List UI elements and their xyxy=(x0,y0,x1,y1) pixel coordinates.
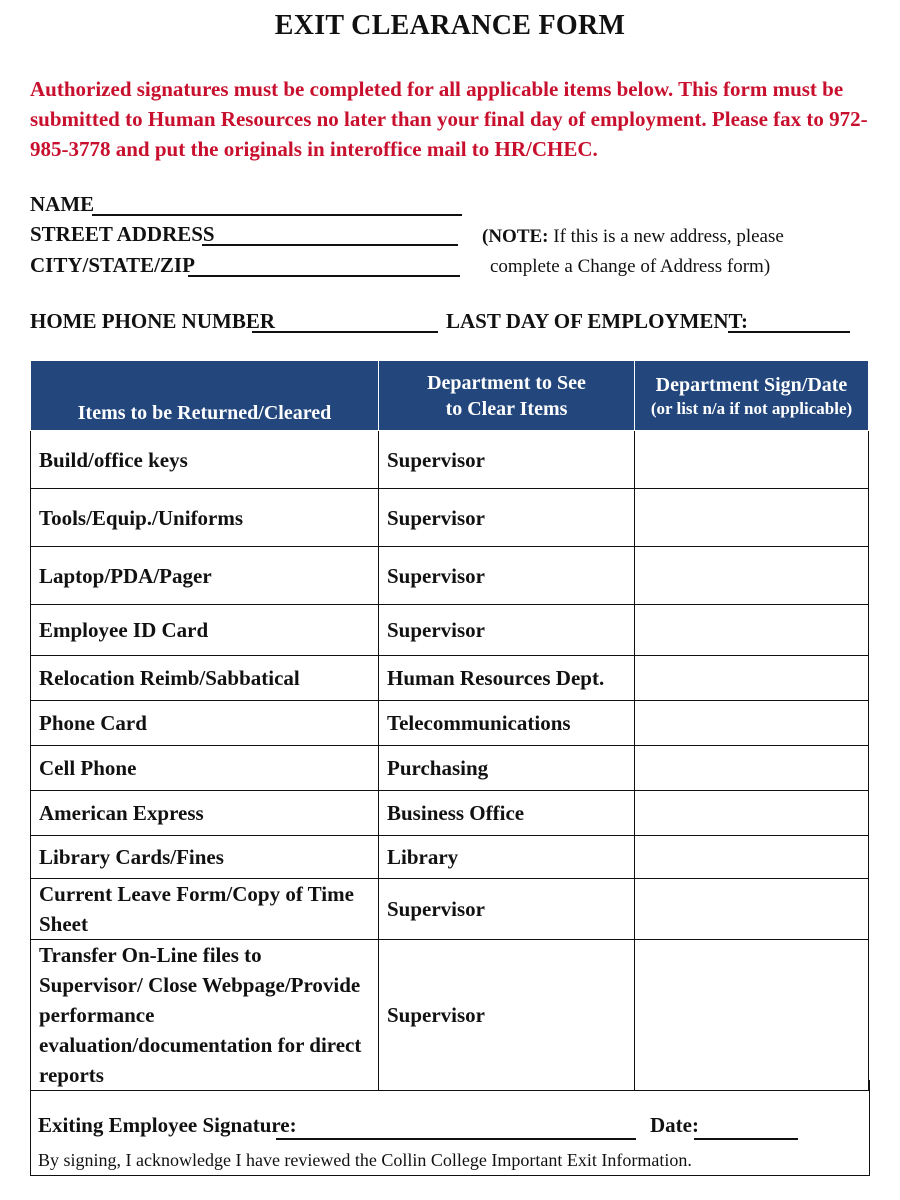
sign-date-cell[interactable] xyxy=(635,431,869,489)
form-title: EXIT CLEARANCE FORM xyxy=(274,10,626,41)
department-cell: Supervisor xyxy=(379,879,635,940)
department-header: Department to See to Clear Items xyxy=(379,361,635,431)
table-row xyxy=(31,791,869,836)
signature-field[interactable] xyxy=(276,1138,636,1140)
table-row xyxy=(31,489,869,547)
sign-date-cell[interactable] xyxy=(635,879,869,940)
home-phone-label: HOME PHONE NUMBER xyxy=(30,309,275,333)
last-day-field[interactable] xyxy=(728,331,850,333)
department-cell: Supervisor xyxy=(379,605,635,656)
note-bold: (NOTE: xyxy=(482,226,549,247)
home-phone-field[interactable] xyxy=(252,331,438,333)
department-cell: Business Office xyxy=(379,791,635,836)
sign-date-cell[interactable] xyxy=(635,940,869,1091)
sign-date-cell[interactable] xyxy=(635,605,869,656)
sign-date-cell[interactable] xyxy=(635,547,869,605)
item-cell: Tools/Equip./Uniforms xyxy=(31,489,379,547)
street-address-field[interactable] xyxy=(202,244,458,246)
table-row xyxy=(31,940,869,1091)
sign-date-cell[interactable] xyxy=(635,746,869,791)
department-cell: Supervisor xyxy=(379,940,635,1091)
table-row xyxy=(31,746,869,791)
table-row xyxy=(31,431,869,489)
sign-date-cell[interactable] xyxy=(635,489,869,547)
item-cell: Cell Phone xyxy=(31,746,379,791)
table-row xyxy=(31,656,869,701)
sign-date-cell[interactable] xyxy=(635,656,869,701)
department-cell: Human Resources Dept. xyxy=(379,656,635,701)
address-note xyxy=(482,222,784,282)
table-row xyxy=(31,836,869,879)
item-cell: Library Cards/Fines xyxy=(31,836,379,879)
department-cell: Library xyxy=(379,836,635,879)
item-cell: Build/office keys xyxy=(31,431,379,489)
signature-label: Exiting Employee Signature: xyxy=(38,1113,297,1137)
item-cell: Transfer On-Line files to Supervisor/ Close Webpage/Provide performance evaluation/documentation for direct reports xyxy=(31,940,379,1091)
table-row xyxy=(31,547,869,605)
city-state-zip-label: CITY/STATE/ZIP xyxy=(30,253,195,277)
item-cell: Employee ID Card xyxy=(31,605,379,656)
department-cell: Supervisor xyxy=(379,547,635,605)
item-cell: American Express xyxy=(31,791,379,836)
table-row xyxy=(31,701,869,746)
department-cell: Telecommunications xyxy=(379,701,635,746)
sign-date-cell[interactable] xyxy=(635,701,869,746)
submission-notice: Authorized signatures must be completed for all applicable items below. This form must be submitted to Human Resources no later than your final day of employment. Please fax to 972-985-3778 and put the originals in interoffice mail to HR/CHEC. xyxy=(30,77,868,161)
clearance-table xyxy=(30,360,869,1091)
table-row xyxy=(31,879,869,940)
sign-date-header: Department Sign/Date (or list n/a if not applicable) xyxy=(635,361,869,431)
street-address-label: STREET ADDRESS xyxy=(30,222,215,246)
item-cell: Laptop/PDA/Pager xyxy=(31,547,379,605)
city-state-zip-field[interactable] xyxy=(188,275,460,277)
last-day-label: LAST DAY OF EMPLOYMENT: xyxy=(446,309,748,333)
table-header-row xyxy=(31,361,869,431)
table-row xyxy=(31,605,869,656)
department-cell: Supervisor xyxy=(379,489,635,547)
items-header: Items to be Returned/Cleared xyxy=(31,361,379,431)
note-text-1: If this is a new address, please xyxy=(548,226,784,247)
sign-date-cell[interactable] xyxy=(635,836,869,879)
name-label: NAME xyxy=(30,192,95,216)
date-label: Date: xyxy=(650,1113,699,1137)
name-field[interactable] xyxy=(92,214,462,216)
item-cell: Current Leave Form/Copy of Time Sheet xyxy=(31,879,379,940)
department-cell: Purchasing xyxy=(379,746,635,791)
date-field[interactable] xyxy=(694,1138,798,1140)
department-cell: Supervisor xyxy=(379,431,635,489)
acknowledgement-text: By signing, I acknowledge I have reviewed the Collin College Important Exit Information. xyxy=(38,1150,692,1170)
note-text-2: complete a Change of Address form) xyxy=(490,256,771,277)
item-cell: Relocation Reimb/Sabbatical xyxy=(31,656,379,701)
sign-date-cell[interactable] xyxy=(635,791,869,836)
item-cell: Phone Card xyxy=(31,701,379,746)
